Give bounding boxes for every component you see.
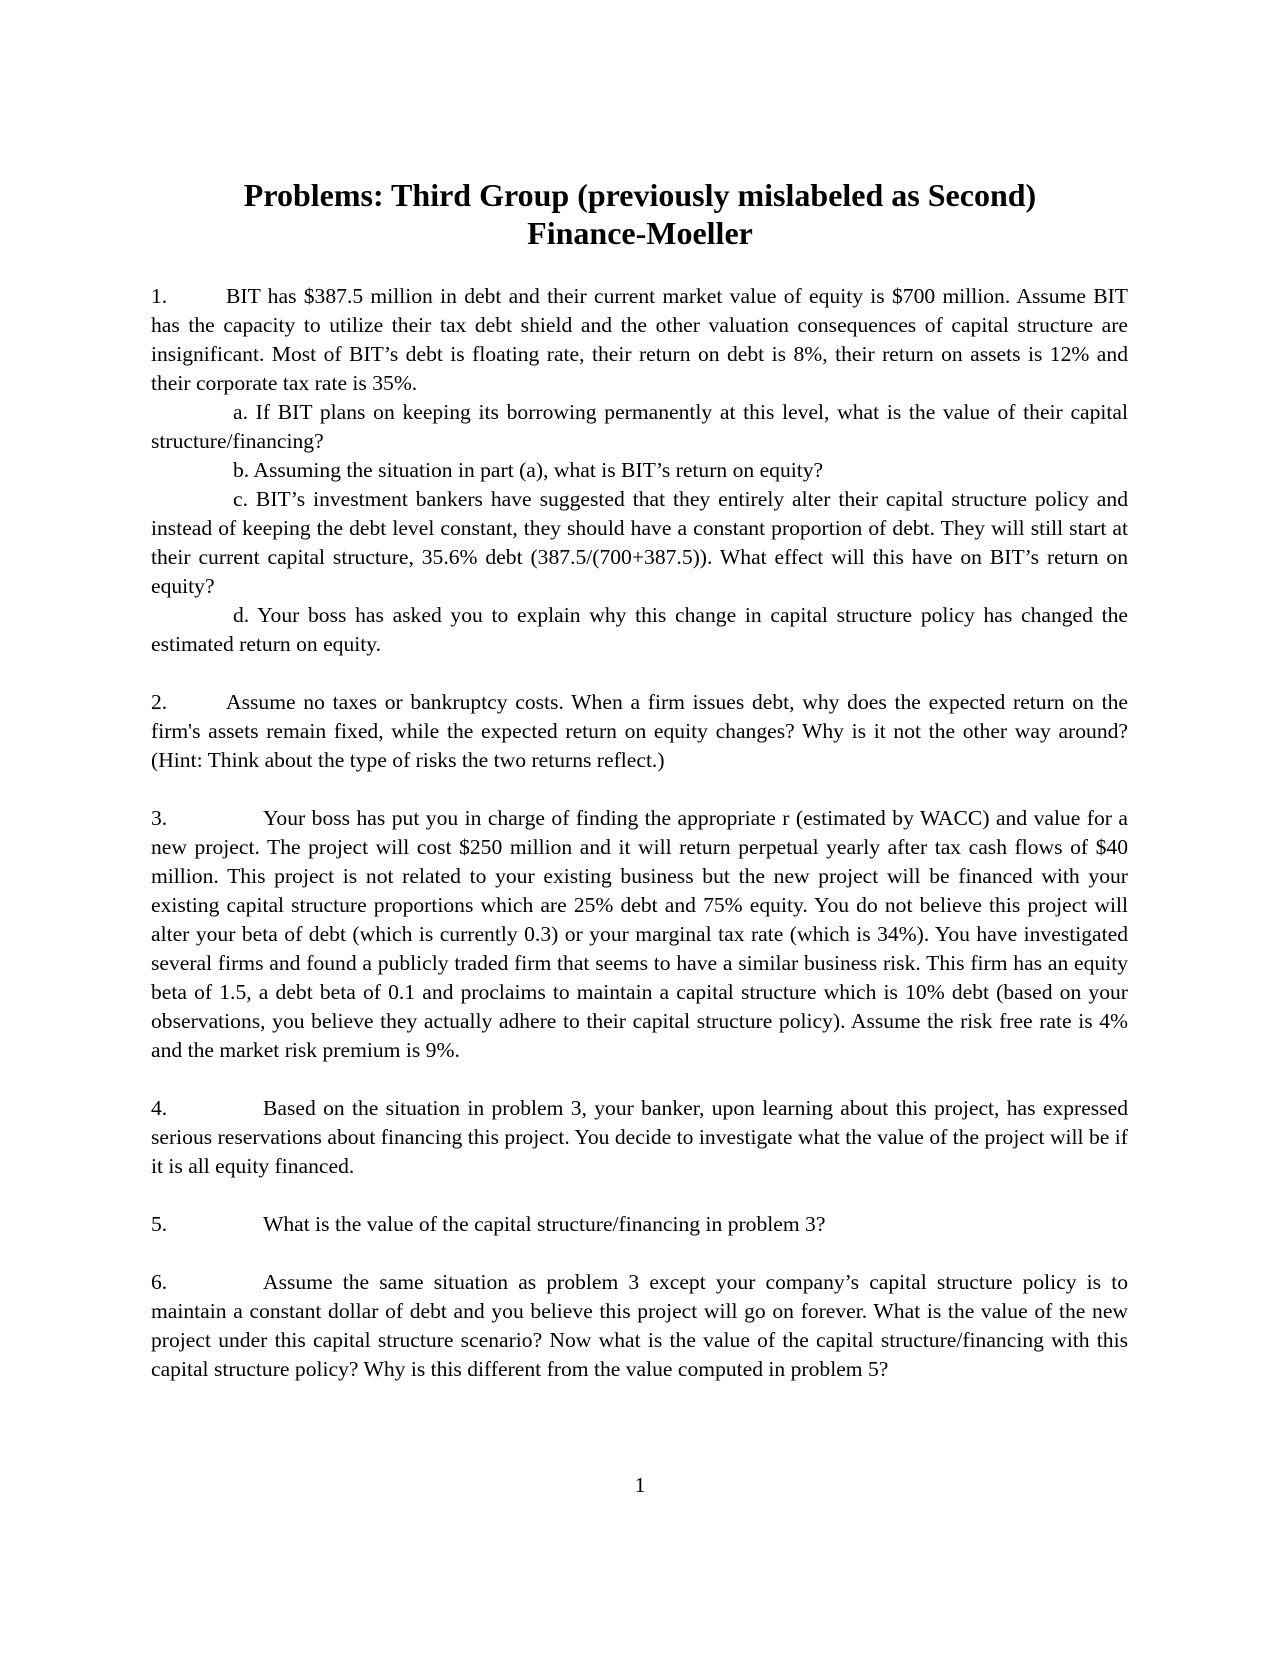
problem-1-part-a: a. If BIT plans on keeping its borrowing permanently at this level, what is the value of their capital structure/financing? — [151, 400, 1128, 453]
problem-text: Assume the same situation as problem 3 except your company’s capital structure policy is to maintain a constant dollar of debt and you believe this project will go on forever. What is the value of the new project under this capital structure scenario? Now what is the value of the capital structure/financing with this capital structure policy? Why is this different from the value computed in problem 5? — [151, 1270, 1128, 1381]
problem-4 — [151, 1094, 1128, 1181]
problem-2 — [151, 688, 1128, 775]
problem-number: 6. — [151, 1270, 168, 1294]
problem-1-part-b: b. Assuming the situation in part (a), what is BIT’s return on equity? — [233, 458, 824, 482]
problem-number: 3. — [151, 806, 168, 830]
problem-1 — [151, 282, 1128, 398]
problem-text: Your boss has put you in charge of finding the appropriate r (estimated by WACC) and value for a new project. The project will cost $250 million and it will return perpetual yearly after tax cash flows of $40 million. This project is not related to your existing business but the new project will be financed with your existing capital structure proportions which are 25% debt and 75% equity. You do not believe this project will alter your beta of debt (which is currently 0.3) or your marginal tax rate (which is 34%). You have investigated several firms and found a publicly traded firm that seems to have a similar business risk. This firm has an equity beta of 1.5, a debt beta of 0.1 and proclaims to maintain a capital structure which is 10% debt (based on your observations, you believe they actually adhere to their capital structure policy). Assume the risk free rate is 4% and the market risk premium is 9%. — [151, 806, 1128, 1062]
problem-5 — [151, 1210, 1128, 1239]
page-number: 1 — [634, 1473, 646, 1497]
problem-number: 1. — [151, 284, 168, 308]
page-subtitle: Finance-Moeller — [527, 215, 753, 251]
page-title: Problems: Third Group (previously mislabeled as Second) — [243, 177, 1037, 213]
problem-1-part-c: c. BIT’s investment bankers have suggested that they entirely alter their capital structure policy and instead of keeping the debt level constant, they should have a constant proportion of debt. They will still start at their current capital structure, 35.6% debt (387.5/(700+387.5)). What effect will this have on BIT’s return on equity? — [151, 487, 1128, 598]
problems-body — [151, 282, 1128, 1384]
problem-text: Assume no taxes or bankruptcy costs. When a firm issues debt, why does the expected return on the firm's assets remain fixed, while the expected return on equity changes? Why is it not the other way around? (Hint: Think about the type of risks the two returns reflect.) — [151, 690, 1128, 772]
problem-text: Based on the situation in problem 3, your banker, upon learning about this project, has expressed serious reservations about financing this project. You decide to investigate what the value of the project will be if it is all equity financed. — [151, 1096, 1128, 1178]
title-block — [150, 176, 1130, 252]
problem-1-part-d: d. Your boss has asked you to explain why this change in capital structure policy has changed the estimated return on equity. — [151, 603, 1128, 656]
problem-3 — [151, 804, 1128, 1065]
problem-6 — [151, 1268, 1128, 1384]
problem-number: 5. — [151, 1212, 168, 1236]
problem-number: 2. — [151, 690, 168, 714]
problem-number: 4. — [151, 1096, 168, 1120]
problem-text: What is the value of the capital structure/financing in problem 3? — [263, 1212, 826, 1236]
problem-text: BIT has $387.5 million in debt and their current market value of equity is $700 million. Assume BIT has the capacity to utilize their tax debt shield and the other valuation consequences of capital structure are insignificant. Most of BIT’s debt is floating rate, their return on debt is 8%, their return on assets is 12% and their corporate tax rate is 35%. — [151, 284, 1128, 395]
